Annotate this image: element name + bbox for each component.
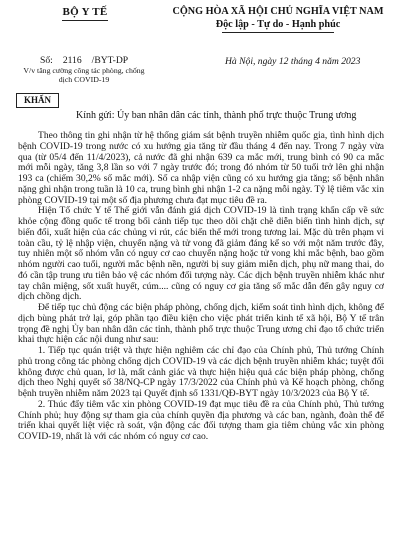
national-motto: Độc lập - Tự do - Hạnh phúc bbox=[215, 19, 341, 30]
urgent-stamp: KHẨN bbox=[16, 93, 59, 108]
document-number bbox=[40, 55, 128, 66]
national-heading bbox=[160, 6, 396, 33]
paragraph-who-assessment: Hiện Tổ chức Y tế Thế giới vẫn đánh giá dịch COVID-19 là tình trạng khẩn cấp về sức khỏe cộng đồng quốc tế trong bối cảnh tiếp tục theo dõi chặt chẽ diễn biến tình hình dịch, sự biến đổi, xuất hiện của các chủng vi rút, các biến thể mới trong tương lai. Mặc dù trên phạm vi toàn cầu, tỷ lệ nhập viện, chuyển nặng và tử vong đã giảm đáng kể so với một năm trước đây, tuy nhiên một số nhóm vẫn có nguy cơ cao chuyển nặng hoặc tử vong khi mắc bệnh, bao gồm nhóm người cao tuổi, người mắc bệnh nền, người bị suy giảm miễn dịch, phụ nữ mang thai, do đó cần tập trung ưu tiên bảo vệ các nhóm đối tượng này. Các dịch bệnh truyền nhiễm khác như tay chân miệng, sốt xuất huyết, cúm.... cũng có nguy cơ gia tăng số mắc dẫn đến gây nguy cơ dịch chồng dịch. bbox=[18, 205, 384, 303]
paragraph-item-2: 2. Thúc đẩy tiêm vắc xin phòng COVID-19 đạt mục tiêu đề ra của Chính phủ, Thủ tướng Chính phủ; huy động sự tham gia của chính quyền địa phương và các ban, ngành, đoàn thể để triển khai quyết liệt việc rà soát, vận động các đối tượng tham gia tiêm chủng vắc xin phòng COVID-19, nhất là với các nhóm có nguy cơ cao. bbox=[18, 398, 384, 442]
ministry-name: BỘ Y TẾ bbox=[62, 6, 108, 18]
paragraph-request: Để tiếp tục chủ động các biện pháp phòng, chống dịch, kiểm soát tình hình dịch, không để dịch bùng phát trở lại, góp phần tạo điều kiện cho việc phát triển kinh tế xã hội, Bộ Y tế trân trọng đề nghị Ủy ban nhân dân các tỉnh, thành phố trực thuộc Trung ương chỉ đạo tổ chức triển khai thực hiện các nội dung như sau: bbox=[18, 302, 384, 346]
motto-underline bbox=[222, 32, 334, 33]
paragraph-item-1: 1. Tiếp tục quán triệt và thực hiện nghiêm các chỉ đạo của Chính phủ, Thủ tướng Chính phủ trong công tác phòng chống dịch COVID-19 và các dịch bệnh truyền nhiễm khác; tuyệt đối không được chủ quan, lơ là, mất cảnh giác và thực hiện hiệu quả các biện pháp phòng, chống dịch theo Nghị quyết số 38/NQ-CP ngày 17/3/2022 của Chính phủ và Kế hoạch phòng, chống bệnh truyền nhiễm năm 2023 tại Quyết định số 1331/QĐ-BYT ngày 10/3/2023 của Bộ Y tế. bbox=[18, 345, 384, 399]
recipient-line: Kính gửi: Ủy ban nhân dân các tỉnh, thành phố trực thuộc Trung ương bbox=[76, 110, 357, 121]
issuing-authority bbox=[14, 6, 156, 21]
document-number-value: 2116 bbox=[62, 55, 82, 66]
document-code: /BYT-DP bbox=[91, 55, 129, 66]
document-subject: V/v tăng cường công tác phòng, chống dịch COVID-19 bbox=[23, 66, 145, 84]
paragraph-situation: Theo thông tin ghi nhận từ hệ thống giám sát bệnh truyền nhiễm quốc gia, tình hình dịch bệnh COVID-19 trong nước có xu hướng gia tăng từ đầu tháng 4 đến nay. Trong 7 ngày vừa qua (từ 05/4 đến 11/4/2023), cả nước đã ghi nhận 639 ca mắc mới, trung bình có 90 ca mắc mới mỗi ngày, tăng 3,8 lần so với 7 ngày trước đó; trong đó nhóm từ 50 tuổi trở lên ghi nhận 193 ca (chiếm 30,2% số mắc mới). Số ca nhập viện cũng có xu hướng gia tăng; số bệnh nhân nặng ghi nhận trong tuần là 10 ca, trung bình ghi nhận 1-2 ca nặng mỗi ngày. Tỷ lệ tiêm vắc xin phòng COVID-19 tại một số địa phương chưa đạt mục tiêu đề ra. bbox=[18, 130, 384, 206]
ministry-underline bbox=[62, 20, 108, 21]
country-name: CỘNG HÒA XÃ HỘI CHỦ NGHĨA VIỆT NAM bbox=[172, 6, 384, 17]
document-body bbox=[18, 131, 384, 443]
place-date: Hà Nội, ngày 12 tháng 4 năm 2023 bbox=[225, 56, 361, 67]
document-number-label: Số: bbox=[40, 55, 53, 66]
